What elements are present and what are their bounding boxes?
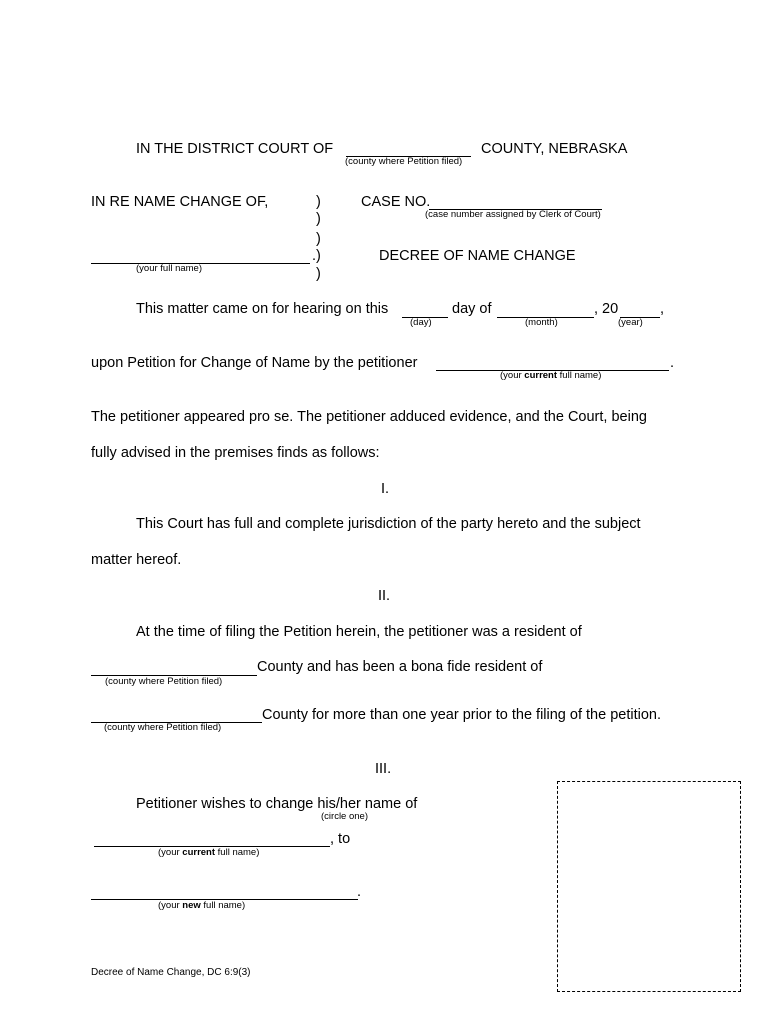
hearing-year-prefix: , 20 (594, 301, 619, 317)
residence-line-1: At the time of filing the Petition herein, the petitioner was a resident of (136, 624, 582, 640)
form-footer: Decree of Name Change, DC 6:9(3) (91, 967, 251, 978)
in-re-label: IN RE NAME CHANGE OF, (91, 194, 269, 210)
county-suffix: COUNTY, NEBRASKA (481, 141, 628, 157)
new-name-hint: (your new full name) (158, 900, 246, 911)
current-name-hint: (your current full name) (500, 370, 602, 381)
case-number-hint: (case number assigned by Clerk of Court) (425, 209, 601, 220)
to-text: , to (330, 831, 351, 847)
appeared-line-2: fully advised in the premises finds as follows: (91, 445, 380, 461)
caption-paren: ) (316, 194, 321, 210)
court-prefix: IN THE DISTRICT COURT OF (136, 141, 334, 157)
hearing-text: This matter came on for hearing on this (136, 301, 389, 317)
case-no-label: CASE NO. (361, 194, 431, 210)
petition-text: upon Petition for Change of Name by the petitioner (91, 355, 418, 371)
month-hint: (month) (525, 317, 558, 328)
residence-county-hint-2: (county where Petition filed) (104, 722, 222, 733)
residence-line-2: County and has been a bona fide resident of (257, 659, 543, 675)
residence-county-hint-1: (county where Petition filed) (105, 676, 223, 687)
jurisdiction-line-1: This Court has full and complete jurisdiction of the party hereto and the subject (136, 516, 641, 532)
jurisdiction-line-2: matter hereof. (91, 552, 182, 568)
decree-title: DECREE OF NAME CHANGE (379, 248, 576, 264)
day-hint: (day) (410, 317, 432, 328)
circle-one-hint: (circle one) (321, 811, 368, 822)
hearing-day-of: day of (452, 301, 492, 317)
section-heading-2: II. (378, 588, 391, 604)
petition-period: . (670, 355, 675, 371)
caption-paren: ) (316, 211, 321, 227)
year-hint: (year) (618, 317, 643, 328)
caption-paren: ) (316, 266, 321, 282)
appeared-line-1: The petitioner appeared pro se. The petitioner adduced evidence, and the Court, being (91, 409, 647, 425)
county-hint: (county where Petition filed) (345, 156, 463, 167)
residence-line-3: County for more than one year prior to the filing of the petition. (262, 707, 661, 723)
new-name-period: . (357, 884, 362, 900)
current-name-hint-2: (your current full name) (158, 847, 260, 858)
stamp-box (557, 781, 741, 992)
section-heading-3: III. (375, 761, 392, 777)
section-heading-1: I. (381, 481, 390, 497)
hearing-comma: , (660, 301, 665, 317)
caption-paren: ) (316, 231, 321, 247)
full-name-hint: (your full name) (136, 263, 202, 274)
caption-paren: .) (312, 248, 321, 264)
wishes-text: Petitioner wishes to change his/her name of (136, 796, 418, 812)
